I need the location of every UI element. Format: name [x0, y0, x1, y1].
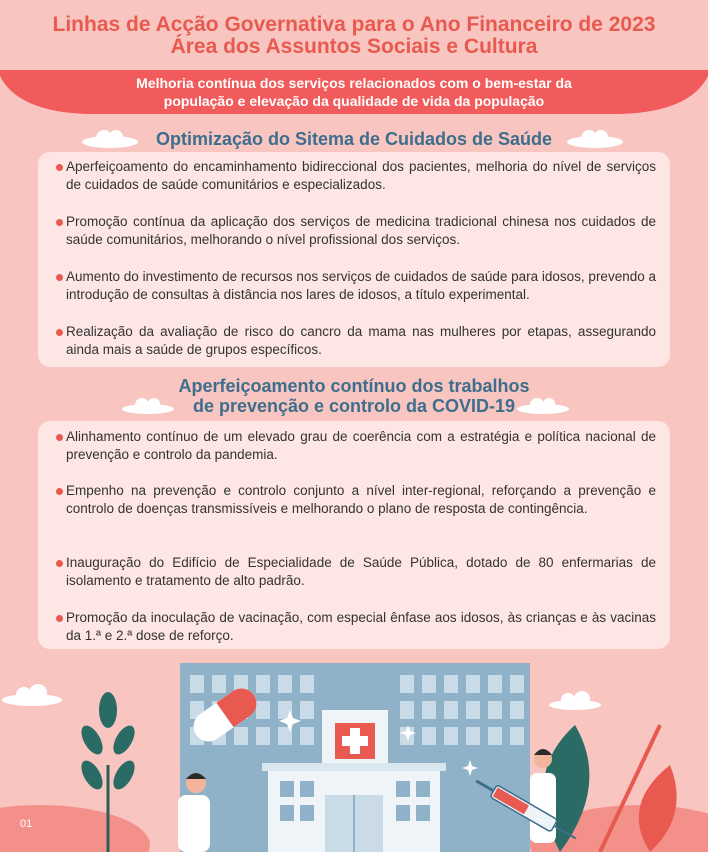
- bullet-icon: [56, 434, 63, 441]
- subtitle-banner: [0, 70, 708, 116]
- building-icon: [180, 663, 530, 852]
- bullet-icon: [56, 329, 63, 336]
- banner-line-1: Melhoria contínua dos serviços relacionados com o bem-estar da: [136, 75, 572, 91]
- list-item: Empenho na prevenção e controlo conjunto a nível inter-regional, reforçando a prevenção e controlo de doenças transmissíveis e melhorando o plano de resposta de contingência.: [54, 482, 656, 518]
- leaf-icon: [543, 725, 677, 852]
- bullet-icon: [56, 219, 63, 226]
- list-item: Aumento do investimento de recursos nos serviços de cuidados de saúde para idosos, prevendo a introdução de consultas à distância nos lares de idosos, a título experimental.: [54, 268, 656, 304]
- section-title-covid: [0, 376, 708, 416]
- section-card-health: [38, 152, 670, 367]
- page-title: [0, 14, 708, 58]
- banner-line-2: população e elevação da qualidade de vida da população: [163, 93, 545, 109]
- hospital-illustration: [0, 655, 708, 852]
- title-line-2: Área dos Assuntos Sociais e Cultura: [170, 35, 538, 58]
- bullet-icon: [56, 560, 63, 567]
- list-item: Alinhamento contínuo de um elevado grau de coerência com a estratégia e política nacional de prevenção e controlo da pandemia.: [54, 428, 656, 464]
- section-card-covid: [38, 421, 670, 649]
- title-line-1: Linhas de Acção Governativa para o Ano Financeiro de 2023: [52, 13, 656, 36]
- section-title-health: Optimização do Sitema de Cuidados de Saúde: [155, 129, 553, 149]
- bullet-icon: [56, 615, 63, 622]
- list-item: Promoção da inoculação de vacinação, com especial ênfase aos idosos, às crianças e às vacinas da 1.ª e 2.ª dose de reforço.: [54, 609, 656, 645]
- list-item: Realização da avaliação de risco do cancro da mama nas mulheres por etapas, assegurando ainda mais a saúde de grupos específicos.: [54, 323, 656, 359]
- section-title-covid-line-1: Aperfeiçoamento contínuo dos trabalhos: [178, 376, 530, 396]
- list-item: Inauguração do Edifício de Especialidade de Saúde Pública, dotado de 80 enfermarias de isolamento e tratamento de alto padrão.: [54, 554, 656, 590]
- bullet-icon: [56, 488, 63, 495]
- bullet-icon: [56, 164, 63, 171]
- section-title-covid-line-2: de prevenção e controlo da COVID-19: [192, 396, 516, 416]
- list-item: Promoção contínua da aplicação dos serviços de medicina tradicional chinesa nos cuidados de saúde comunitários, melhorando o nível profissional dos serviços.: [54, 213, 656, 249]
- list-item: Aperfeiçoamento do encaminhamento bidireccional dos pacientes, melhoria do nível de serviços de cuidados de saúde comunitários e especializados.: [54, 158, 656, 194]
- bullet-icon: [56, 274, 63, 281]
- page-number: 01: [20, 818, 33, 830]
